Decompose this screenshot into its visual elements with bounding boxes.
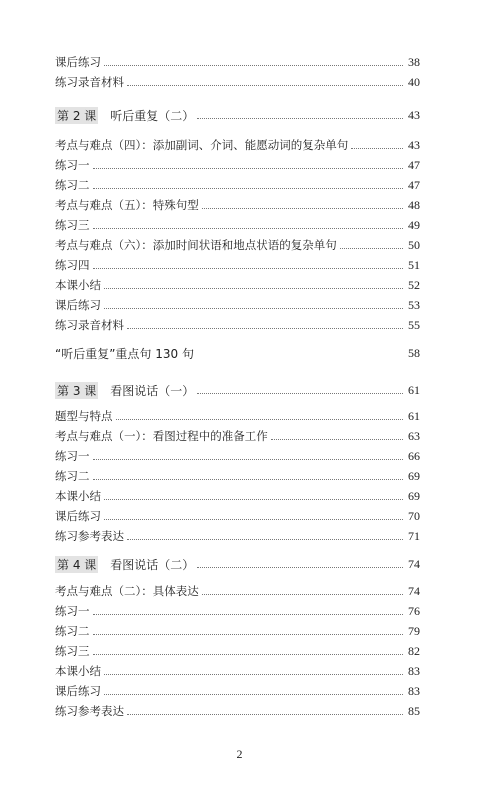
toc-entry-label: 本课小结 [55, 489, 101, 503]
toc-entry-page: 70 [408, 509, 420, 523]
toc-entry[interactable] [55, 427, 420, 445]
toc-entry[interactable] [55, 507, 420, 525]
leader-dots [93, 188, 404, 189]
leader-dots [271, 439, 403, 440]
toc-entry-label: 练习二 [55, 469, 90, 483]
toc-entry-page: 49 [408, 218, 420, 232]
leader-dots [93, 459, 404, 460]
toc-entry[interactable] [55, 156, 420, 174]
toc-entry-label: 本课小结 [55, 278, 101, 292]
toc-entry[interactable] [55, 662, 420, 680]
leader-dots [202, 594, 403, 595]
toc-entry-page: 53 [408, 298, 420, 312]
toc-entry-page: 74 [408, 584, 420, 598]
leader-dots [127, 85, 403, 86]
toc-entry[interactable] [55, 316, 420, 334]
lesson-number: 第 2 课 [57, 108, 97, 123]
toc-entry[interactable] [55, 196, 420, 214]
toc-entry[interactable] [55, 256, 420, 274]
toc-entry-key-sentences[interactable] [55, 343, 420, 363]
toc-entry-page: 71 [408, 529, 420, 543]
toc-entry-page: 61 [408, 409, 420, 423]
toc-entry-page: 85 [408, 704, 420, 718]
toc-entry[interactable] [55, 582, 420, 600]
toc-entry[interactable] [55, 407, 420, 425]
lesson-heading-3[interactable] [55, 380, 420, 400]
toc-entry[interactable] [55, 73, 420, 91]
lesson-page: 74 [408, 556, 420, 571]
page-number: 2 [236, 747, 243, 761]
leader-dots [104, 308, 403, 309]
leader-dots [197, 118, 403, 119]
toc-entry[interactable] [55, 296, 420, 314]
toc-entry-page: 83 [408, 684, 420, 698]
toc-entry-page: 47 [408, 178, 420, 192]
toc-entry[interactable] [55, 53, 420, 71]
toc-entry-page: 66 [408, 449, 420, 463]
leader-dots [340, 248, 403, 249]
toc-entry-label: 课后练习 [55, 509, 101, 523]
toc-entry-label: 练习二 [55, 624, 90, 638]
lesson-number: 第 4 课 [57, 557, 97, 572]
toc-entry-label: 考点与难点（六）：添加时间状语和地点状语的复杂单句 [55, 238, 337, 252]
leader-dots [93, 479, 404, 480]
toc-entry-page: 79 [408, 624, 420, 638]
toc-entry-page: 58 [408, 345, 420, 360]
toc-entry-page: 51 [408, 258, 420, 272]
toc-entry[interactable] [55, 527, 420, 545]
toc-entry-label: 考点与难点（一）：看图过程中的准备工作 [55, 429, 268, 443]
toc-entry-label: 题型与特点 [55, 409, 113, 423]
leader-dots [93, 654, 404, 655]
lesson-number: 第 3 课 [57, 383, 97, 398]
leader-dots [127, 328, 403, 329]
toc-entry-label: 练习录音材料 [55, 318, 124, 332]
toc-entry-page: 52 [408, 278, 420, 292]
toc-entry-label: 练习录音材料 [55, 75, 124, 89]
toc-entry-label: “听后重复”重点句 130 句 [55, 346, 194, 361]
toc-entry[interactable] [55, 136, 420, 154]
leader-dots [127, 539, 403, 540]
toc-entry-page: 50 [408, 238, 420, 252]
toc-entry-label: 课后练习 [55, 684, 101, 698]
toc-entry-page: 69 [408, 469, 420, 483]
lesson-page: 61 [408, 382, 420, 397]
toc-entry-page: 48 [408, 198, 420, 212]
lesson-title: 听后重复（二） [110, 108, 195, 123]
leader-dots [202, 208, 403, 209]
toc-entry-page: 83 [408, 664, 420, 678]
toc-entry[interactable] [55, 622, 420, 640]
toc-entry-label: 本课小结 [55, 664, 101, 678]
leader-dots [104, 499, 403, 500]
lesson-heading-2[interactable] [55, 105, 420, 125]
leader-dots [116, 419, 404, 420]
toc-entry-label: 练习四 [55, 258, 90, 272]
toc-entry-page: 82 [408, 644, 420, 658]
toc-entry-page: 63 [408, 429, 420, 443]
toc-entry-label: 练习一 [55, 449, 90, 463]
toc-entry[interactable] [55, 276, 420, 294]
toc-entry-page: 43 [408, 138, 420, 152]
leader-dots [104, 694, 403, 695]
leader-dots [93, 168, 404, 169]
toc-entry-page: 69 [408, 489, 420, 503]
leader-dots [104, 288, 403, 289]
toc-entry[interactable] [55, 487, 420, 505]
toc-entry-label: 练习参考表达 [55, 704, 124, 718]
toc-entry[interactable] [55, 216, 420, 234]
toc-entry-label: 练习二 [55, 178, 90, 192]
toc-entry[interactable] [55, 682, 420, 700]
leader-dots [197, 567, 403, 568]
toc-entry-label: 练习三 [55, 218, 90, 232]
lesson-page: 43 [408, 107, 420, 122]
lesson-title: 看图说话（二） [110, 557, 195, 572]
toc-entry-page: 47 [408, 158, 420, 172]
leader-dots [197, 393, 403, 394]
toc-entry-label: 练习一 [55, 604, 90, 618]
toc-entry-page: 40 [408, 75, 420, 89]
toc-entry-label: 练习参考表达 [55, 529, 124, 543]
leader-dots [127, 714, 403, 715]
toc-entry[interactable] [55, 467, 420, 485]
toc-entry[interactable] [55, 176, 420, 194]
toc-entry[interactable] [55, 602, 420, 620]
leader-dots [104, 65, 403, 66]
toc-entry-label: 练习一 [55, 158, 90, 172]
toc-entry-label: 考点与难点（五）：特殊句型 [55, 198, 199, 212]
lesson-title: 看图说话（一） [110, 383, 195, 398]
toc-entry[interactable] [55, 236, 420, 254]
toc-entry-page: 76 [408, 604, 420, 618]
toc-entry[interactable] [55, 702, 420, 720]
leader-dots [93, 228, 404, 229]
leader-dots [104, 674, 403, 675]
leader-dots [351, 148, 403, 149]
leader-dots [93, 268, 404, 269]
toc-entry-label: 考点与难点（二）：具体表达 [55, 584, 199, 598]
leader-dots [93, 614, 404, 615]
toc-entry-label: 课后练习 [55, 298, 101, 312]
toc-entry-page: 55 [408, 318, 420, 332]
toc-entry-label: 考点与难点（四）：添加副词、介词、能愿动词的复杂单句 [55, 138, 349, 152]
toc-entry[interactable] [55, 642, 420, 660]
toc-entry[interactable] [55, 447, 420, 465]
toc-entry-label: 练习三 [55, 644, 90, 658]
toc-entry-page: 38 [408, 55, 420, 69]
leader-dots [93, 634, 404, 635]
lesson-heading-4[interactable] [55, 554, 420, 574]
toc-entry-label: 课后练习 [55, 55, 101, 69]
leader-dots [104, 519, 403, 520]
